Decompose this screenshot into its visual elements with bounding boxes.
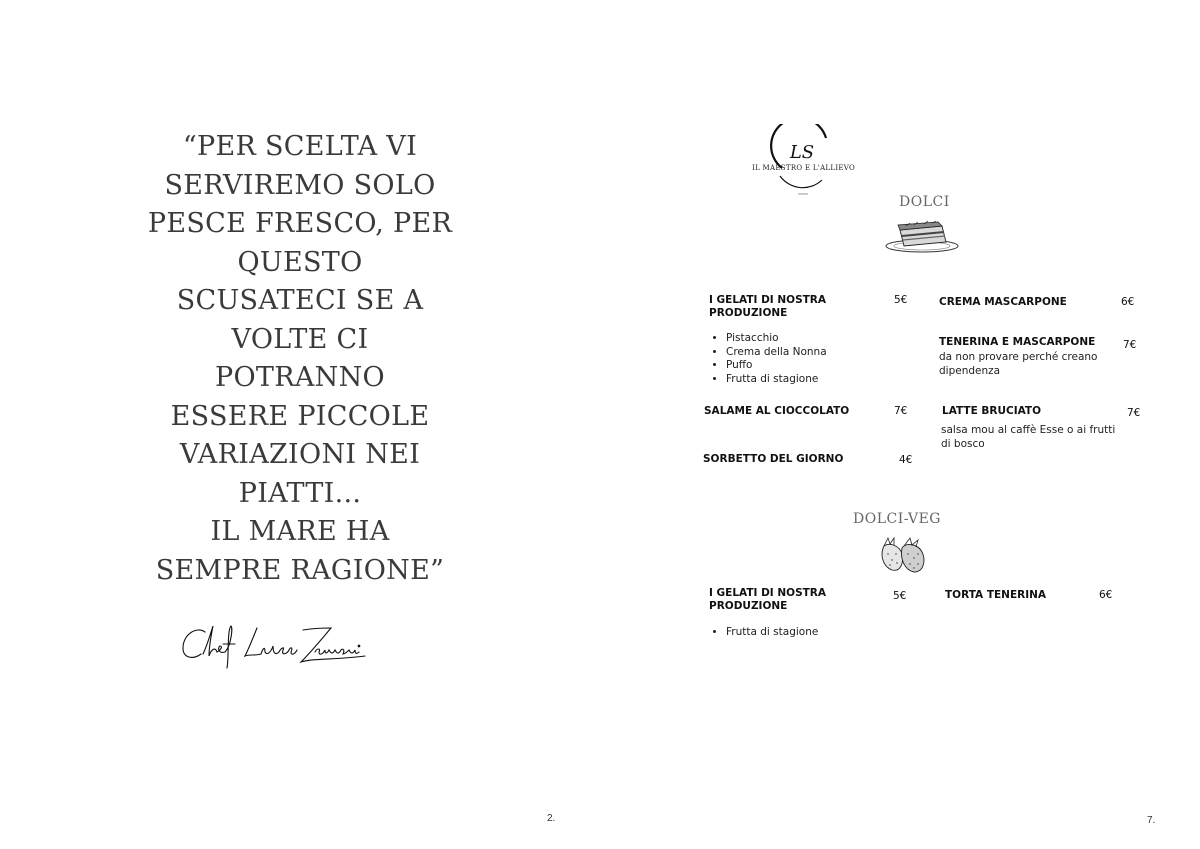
desc-line: di bosco (941, 438, 985, 450)
dolci-crema-price: 6€ (1121, 296, 1135, 308)
veg-torta-name: TORTA TENERINA (945, 589, 1047, 601)
dolci-tenerina-name: TENERINA E MASCARPONE (939, 336, 1096, 348)
list-item: • Crema della Nonna (726, 346, 827, 360)
dolci-tenerina-desc (939, 350, 1097, 378)
logo-emblem (752, 124, 856, 200)
tiramisu-cake-icon (884, 214, 960, 254)
quote-line: SERVIREMO SOLO (164, 169, 436, 201)
dolci-latte-price: 7€ (1127, 407, 1141, 419)
chef-signature (175, 618, 375, 674)
quote-line: SEMPRE RAGIONE” (155, 554, 445, 586)
dolci-gelati-flavours (708, 332, 827, 387)
dolci-latte-name: LATTE BRUCIATO (942, 405, 1042, 417)
dolci-salame-price: 7€ (894, 405, 908, 417)
restaurant-logo (752, 124, 856, 200)
quote-line: SCUSATECI SE A (176, 285, 424, 316)
desc-line: da non provare perché creano (939, 351, 1098, 363)
quote-line: PIATTI... (238, 477, 362, 509)
quote-line: “PER SCELTA VI (182, 131, 418, 162)
dolci-gelati-name (709, 294, 826, 320)
item-name-line: I GELATI DI NOSTRA (709, 587, 827, 599)
quote-line: PESCE FRESCO, PER (147, 208, 453, 239)
desc-line: salsa mou al caffè Esse o ai frutti (941, 424, 1116, 436)
item-name-line: PRODUZIONE (709, 307, 788, 319)
list-item: • Frutta di stagione (726, 373, 827, 387)
page-number-left: 2. (547, 813, 556, 824)
dolci-tenerina-price: 7€ (1123, 339, 1137, 351)
item-name-line: I GELATI DI NOSTRA (709, 294, 827, 306)
quote-line: QUESTO (237, 246, 363, 278)
desc-line: dipendenza (939, 365, 1001, 377)
dolci-sorbetto-name: SORBETTO DEL GIORNO (703, 453, 844, 465)
dolci-sorbetto-price: 4€ (899, 454, 913, 466)
list-item: • Frutta di stagione (726, 626, 818, 640)
veg-gelati-name (709, 587, 826, 613)
dolci-gelati-price: 5€ (894, 294, 908, 306)
list-item: • Puffo (726, 359, 827, 373)
dolci-salame-name: SALAME AL CIOCCOLATO (704, 405, 850, 417)
veg-torta-price: 6€ (1099, 589, 1113, 601)
veg-gelati-price: 5€ (893, 590, 907, 602)
quote-line: IL MARE HA (210, 516, 390, 547)
list-item: • Pistacchio (726, 332, 827, 346)
page-number-right: 7. (1147, 815, 1156, 826)
quote-line: ESSERE PICCOLE (170, 400, 430, 432)
quote-line: VOLTE CI (231, 323, 369, 355)
section-title-dolci-veg: DOLCI-VEG (853, 511, 941, 527)
dolci-latte-desc (941, 423, 1115, 451)
svg-text:LS: LS (789, 142, 815, 163)
quote-line: VARIAZIONI NEI (179, 439, 421, 470)
chef-quote (130, 128, 470, 590)
section-title-dolci: DOLCI (899, 194, 950, 210)
dolci-crema-name: CREMA MASCARPONE (939, 296, 1067, 308)
quote-line: POTRANNO (215, 362, 385, 393)
logo-name: IL MAESTRO E L'ALLIEVO (752, 164, 856, 172)
item-name-line: PRODUZIONE (709, 600, 788, 612)
strawberries-icon (878, 532, 928, 574)
veg-gelati-flavours (708, 626, 818, 640)
